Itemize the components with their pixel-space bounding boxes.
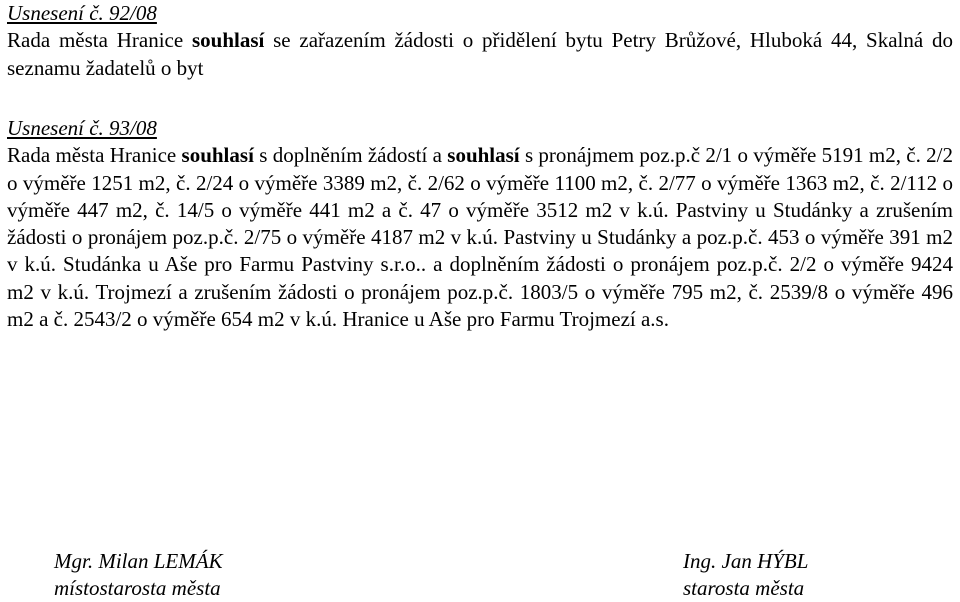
resolution-verb: souhlasí	[191, 28, 265, 53]
resolution-title: Usnesení č. 92/08	[7, 1, 157, 25]
resolution-verb: souhlasí	[447, 143, 520, 168]
signature-mayor	[683, 548, 808, 602]
signatory-name: Ing. Jan HÝBL	[683, 549, 809, 573]
resolution-text	[7, 27, 953, 82]
resolution-text-rest: s pronájmem poz.p.č 2/1 o výměře 5191 m2, č. 2/2 o výměře 1251 m2, č. 2/24 o výměře 3389 m2, č. 2/62 o výměře 1100 m2, č. 2/77 o výměře 1363 m2, č. 2/112 o výměře 447 m2, č. 14/5 o výměře 441 m2 a č. 47 o výměře 3512 m2 v k.ú. Pastviny u Studánky a zrušením žádosti o pronájem poz.p.č. 2/75 o výměře 4187 m2 v k.ú. Pastviny u Studánky a poz.p.č. 453 o výměře 391 m2 v k.ú. Studánka u Aše pro Farmu Pastviny s.r.o.. a doplněním žádosti o pronájem poz.p.č. 2/2 o výměře 9424 m2 v k.ú. Trojmezí a zrušením žádosti o pronájem poz.p.č. 1803/5 o výměře 795 m2, č. 2539/8 o výměře 496 m2 a č. 2543/2 o výměře 654 m2 v k.ú. Hranice u Aše pro Farmu Trojmezí a.s.	[7, 143, 953, 332]
resolution-text-rest: se zařazením žádosti o přidělení bytu Petry Brůžové, Hluboká 44, Skalná do seznamu žadatelů o byt	[7, 28, 953, 80]
resolution-verb: souhlasí	[181, 143, 254, 168]
resolution-title: Usnesení č. 93/08	[7, 116, 157, 140]
resolution-text-start: Rada města Hranice	[7, 143, 182, 168]
signatory-name: Mgr. Milan LEMÁK	[54, 549, 223, 573]
resolution-text-start: Rada města Hranice	[7, 28, 192, 53]
signatory-role: místostarosta města	[54, 576, 221, 600]
resolution-92-08	[7, 0, 953, 82]
signatory-role: starosta města	[683, 576, 805, 600]
signature-deputy-mayor	[54, 548, 223, 602]
resolution-text-middle: s doplněním žádostí a	[253, 143, 448, 168]
resolution-text	[7, 142, 953, 333]
resolution-93-08	[7, 115, 953, 333]
